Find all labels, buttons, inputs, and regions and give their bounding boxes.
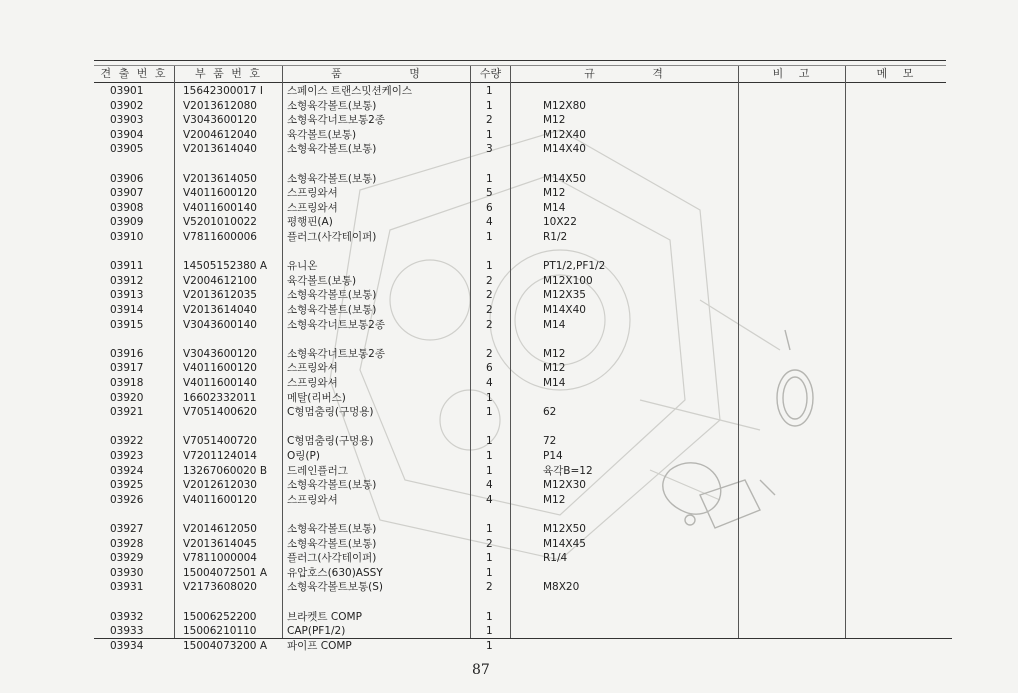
table-row: [0, 318, 1018, 332]
cell-spec: R1/4: [543, 552, 568, 565]
cell-item-no: 03921: [110, 406, 144, 419]
cell-part-no: 15006210110: [183, 625, 257, 638]
table-row: [0, 113, 1018, 127]
cell-item-no: 03905: [110, 143, 144, 156]
cell-spec: M14X50: [543, 172, 586, 185]
cell-spec: M12X80: [543, 99, 586, 112]
cell-spec: 10X22: [543, 216, 577, 229]
cell-part-no: V2012612030: [183, 479, 257, 492]
cell-qty: 2: [486, 289, 493, 302]
cell-part-name: 소형육각볼트보통(S): [287, 581, 384, 594]
table-row: [0, 215, 1018, 229]
table-row: [0, 551, 1018, 565]
cell-part-name: 파이프 COMP: [287, 639, 352, 652]
cell-item-no: 03909: [110, 216, 144, 229]
cell-item-no: 03922: [110, 435, 144, 448]
cell-item-no: 03927: [110, 523, 144, 535]
cell-item-no: 03923: [110, 450, 144, 462]
cell-qty: 2: [486, 581, 493, 594]
cell-qty: 1: [486, 523, 493, 535]
cell-part-name: 드레인플러그: [287, 464, 348, 477]
cell-qty: 2: [486, 537, 493, 550]
table-row: [0, 99, 1018, 113]
cell-spec: M12X100: [543, 274, 593, 287]
cell-item-no: 03924: [110, 464, 144, 477]
table-row: [0, 522, 1018, 536]
cell-item-no: 03925: [110, 479, 144, 492]
cell-spec: M14: [543, 201, 566, 214]
cell-qty: 1: [486, 99, 493, 112]
cell-part-name: 유니온: [287, 260, 318, 273]
header-col-qty: 수량: [479, 67, 502, 80]
cell-part-no: V3043600120: [183, 114, 257, 127]
cell-spec: 육각B=12: [543, 464, 593, 477]
cell-qty: 2: [486, 114, 493, 127]
cell-qty: 6: [486, 362, 493, 375]
table-row: [0, 434, 1018, 448]
cell-spec: M14: [543, 318, 566, 331]
cell-qty: 1: [486, 406, 493, 419]
table-row: [0, 478, 1018, 492]
table-row: [0, 493, 1018, 507]
cell-qty: 1: [486, 231, 493, 243]
cell-part-no: 15006252200: [183, 610, 257, 623]
cell-qty: 2: [486, 274, 493, 287]
header-col-spec: 규 격: [584, 67, 665, 80]
table-row: [0, 580, 1018, 594]
table-row: [0, 566, 1018, 580]
cell-item-no: 03917: [110, 362, 144, 375]
cell-part-no: V3043600140: [183, 318, 257, 331]
cell-part-no: V3043600120: [183, 347, 257, 360]
header-bottom-rule: [94, 82, 946, 83]
cell-part-no: V2004612100: [183, 274, 257, 287]
cell-qty: 4: [486, 216, 493, 229]
cell-part-name: 소형육각너트보통2종: [287, 114, 385, 127]
cell-part-no: V2014612050: [183, 523, 257, 535]
table-row: [0, 391, 1018, 405]
cell-item-no: 03930: [110, 566, 144, 579]
cell-qty: 1: [486, 260, 493, 273]
cell-part-name: 소형육각볼트(보통): [287, 479, 377, 492]
cell-spec: M12X30: [543, 479, 586, 492]
cell-part-name: 소형육각볼트(보통): [287, 143, 377, 156]
cell-part-no: V4011600120: [183, 187, 257, 200]
header-col-name: 품 명: [331, 67, 422, 80]
cell-part-name: 소형육각너트보통2종: [287, 347, 385, 360]
cell-part-name: 육각볼트(보통): [287, 128, 357, 141]
cell-qty: 4: [486, 493, 493, 506]
table-row: [0, 347, 1018, 361]
cell-part-name: 플러그(사각테이퍼): [287, 552, 377, 565]
cell-part-name: 스프링와셔: [287, 493, 338, 506]
table-row: [0, 361, 1018, 375]
table-row: [0, 376, 1018, 390]
cell-item-no: 03934: [110, 639, 144, 652]
cell-part-no: V4011600140: [183, 377, 257, 389]
cell-spec: 62: [543, 406, 557, 419]
table-row: [0, 201, 1018, 215]
table-row: [0, 303, 1018, 317]
cell-part-no: V4011600120: [183, 493, 257, 506]
cell-item-no: 03916: [110, 347, 144, 360]
cell-part-name: 소형육각볼트(보통): [287, 289, 377, 302]
cell-qty: 1: [486, 435, 493, 448]
header-col-memo: 메 모: [876, 67, 916, 80]
cell-qty: 6: [486, 201, 493, 214]
cell-qty: 1: [486, 552, 493, 565]
table-row: [0, 84, 1018, 98]
cell-part-name: C형멈춤링(구멍용): [287, 435, 374, 448]
cell-part-name: 육각볼트(보통): [287, 274, 357, 287]
cell-item-no: 03903: [110, 114, 144, 127]
header-col-no: 견 출 번 호: [100, 67, 168, 80]
cell-spec: M14: [543, 377, 566, 389]
table-row: [0, 464, 1018, 478]
cell-part-no: V2013614040: [183, 143, 257, 156]
cell-spec: R1/2: [543, 231, 568, 243]
cell-spec: M12: [543, 347, 566, 360]
cell-item-no: 03931: [110, 581, 144, 594]
cell-part-name: 스페이스 트랜스밋션케이스: [287, 85, 413, 97]
cell-item-no: 03907: [110, 187, 144, 200]
cell-spec: M12X50: [543, 523, 586, 535]
cell-qty: 1: [486, 639, 493, 652]
cell-item-no: 03904: [110, 128, 144, 141]
cell-qty: 2: [486, 318, 493, 331]
cell-qty: 1: [486, 85, 493, 97]
table-row: [0, 405, 1018, 419]
cell-qty: 1: [486, 625, 493, 638]
cell-spec: M12: [543, 362, 566, 375]
cell-part-no: V2013612080: [183, 99, 257, 112]
cell-qty: 1: [486, 128, 493, 141]
cell-item-no: 03929: [110, 552, 144, 565]
cell-part-name: 평행핀(A): [287, 216, 333, 229]
cell-part-name: 플러그(사각테이퍼): [287, 231, 377, 243]
cell-qty: 1: [486, 450, 493, 462]
cell-item-no: 03906: [110, 172, 144, 185]
cell-part-name: 메탈(리버스): [287, 391, 346, 404]
cell-part-no: V2013614050: [183, 172, 257, 185]
cell-part-name: C형멈춤링(구멍용): [287, 406, 374, 419]
cell-spec: M12X35: [543, 289, 586, 302]
cell-item-no: 03932: [110, 610, 144, 623]
cell-part-no: V2173608020: [183, 581, 257, 594]
cell-qty: 1: [486, 566, 493, 579]
header-col-remark: 비 고: [772, 67, 812, 80]
cell-part-name: 소형육각너트보통2종: [287, 318, 385, 331]
cell-part-no: V7051400720: [183, 435, 257, 448]
cell-item-no: 03915: [110, 318, 144, 331]
cell-qty: 4: [486, 479, 493, 492]
table-row: [0, 449, 1018, 463]
cell-item-no: 03912: [110, 274, 144, 287]
cell-qty: 1: [486, 464, 493, 477]
cell-spec: M12: [543, 493, 566, 506]
page-number: 87: [472, 662, 490, 678]
table-row: [0, 274, 1018, 288]
cell-part-name: 소형육각볼트(보통): [287, 99, 377, 112]
cell-part-no: V5201010022: [183, 216, 257, 229]
cell-item-no: 03920: [110, 391, 144, 404]
cell-item-no: 03933: [110, 625, 144, 638]
cell-part-name: 유압호스(630)ASSY: [287, 566, 383, 579]
cell-item-no: 03910: [110, 231, 144, 243]
cell-part-no: V7201124014: [183, 450, 257, 462]
cell-part-no: V4011600140: [183, 201, 257, 214]
cell-spec: 72: [543, 435, 557, 448]
cell-part-name: 스프링와셔: [287, 201, 338, 214]
cell-part-no: V7811600006: [183, 231, 257, 243]
cell-spec: M14X40: [543, 304, 586, 316]
cell-part-name: 스프링와셔: [287, 362, 338, 375]
table-row: [0, 172, 1018, 186]
cell-part-no: V4011600120: [183, 362, 257, 375]
cell-part-no: V7051400620: [183, 406, 257, 419]
cell-spec: M12X40: [543, 128, 586, 141]
table-row: [0, 230, 1018, 244]
cell-item-no: 03918: [110, 377, 144, 389]
cell-qty: 2: [486, 347, 493, 360]
cell-part-name: 소형육각볼트(보통): [287, 537, 377, 550]
table-row: [0, 142, 1018, 156]
cell-spec: PT1/2,PF1/2: [543, 260, 606, 273]
cell-qty: 1: [486, 391, 493, 404]
cell-item-no: 03902: [110, 99, 144, 112]
cell-part-no: 15642300017 I: [183, 85, 263, 97]
cell-part-no: V2013612035: [183, 289, 257, 302]
table-row: [0, 128, 1018, 142]
table-row: [0, 639, 1018, 653]
cell-spec: M14X40: [543, 143, 586, 156]
table-row: [0, 259, 1018, 273]
cell-item-no: 03901: [110, 85, 144, 97]
cell-part-name: 소형육각볼트(보통): [287, 304, 377, 316]
cell-part-name: CAP(PF1/2): [287, 625, 346, 638]
cell-item-no: 03928: [110, 537, 144, 550]
cell-item-no: 03911: [110, 260, 144, 273]
cell-item-no: 03913: [110, 289, 144, 302]
cell-qty: 4: [486, 377, 493, 389]
header-col-part: 부 품 번 호: [195, 67, 262, 80]
cell-part-name: O링(P): [287, 450, 320, 462]
cell-qty: 1: [486, 172, 493, 185]
cell-part-no: V2004612040: [183, 128, 257, 141]
cell-part-no: V2013614045: [183, 537, 257, 550]
table-row: [0, 624, 1018, 638]
cell-spec: M14X45: [543, 537, 586, 550]
cell-part-no: 15004073200 A: [183, 639, 268, 652]
cell-part-name: 스프링와셔: [287, 377, 338, 389]
table-row: [0, 288, 1018, 302]
cell-part-name: 소형육각볼트(보통): [287, 172, 377, 185]
cell-part-name: 브라켓트 COMP: [287, 610, 362, 623]
cell-qty: 1: [486, 610, 493, 623]
cell-spec: M8X20: [543, 581, 580, 594]
cell-part-no: 16602332011: [183, 391, 257, 404]
cell-spec: M12: [543, 114, 566, 127]
cell-part-no: V7811000004: [183, 552, 257, 565]
cell-item-no: 03908: [110, 201, 144, 214]
table-row: [0, 610, 1018, 624]
cell-spec: M12: [543, 187, 566, 200]
table-row: [0, 186, 1018, 200]
table-top-rule: [94, 60, 946, 61]
cell-item-no: 03914: [110, 304, 144, 316]
cell-item-no: 03926: [110, 493, 144, 506]
cell-part-name: 스프링와셔: [287, 187, 338, 200]
cell-part-no: V2013614040: [183, 304, 257, 316]
cell-qty: 3: [486, 143, 493, 156]
cell-part-name: 소형육각볼트(보통): [287, 523, 377, 535]
cell-qty: 5: [486, 187, 493, 200]
cell-part-no: 13267060020 B: [183, 464, 268, 477]
cell-part-no: 14505152380 A: [183, 260, 268, 273]
table-row: [0, 537, 1018, 551]
cell-spec: P14: [543, 450, 563, 462]
cell-qty: 2: [486, 304, 493, 316]
cell-part-no: 15004072501 A: [183, 566, 268, 579]
